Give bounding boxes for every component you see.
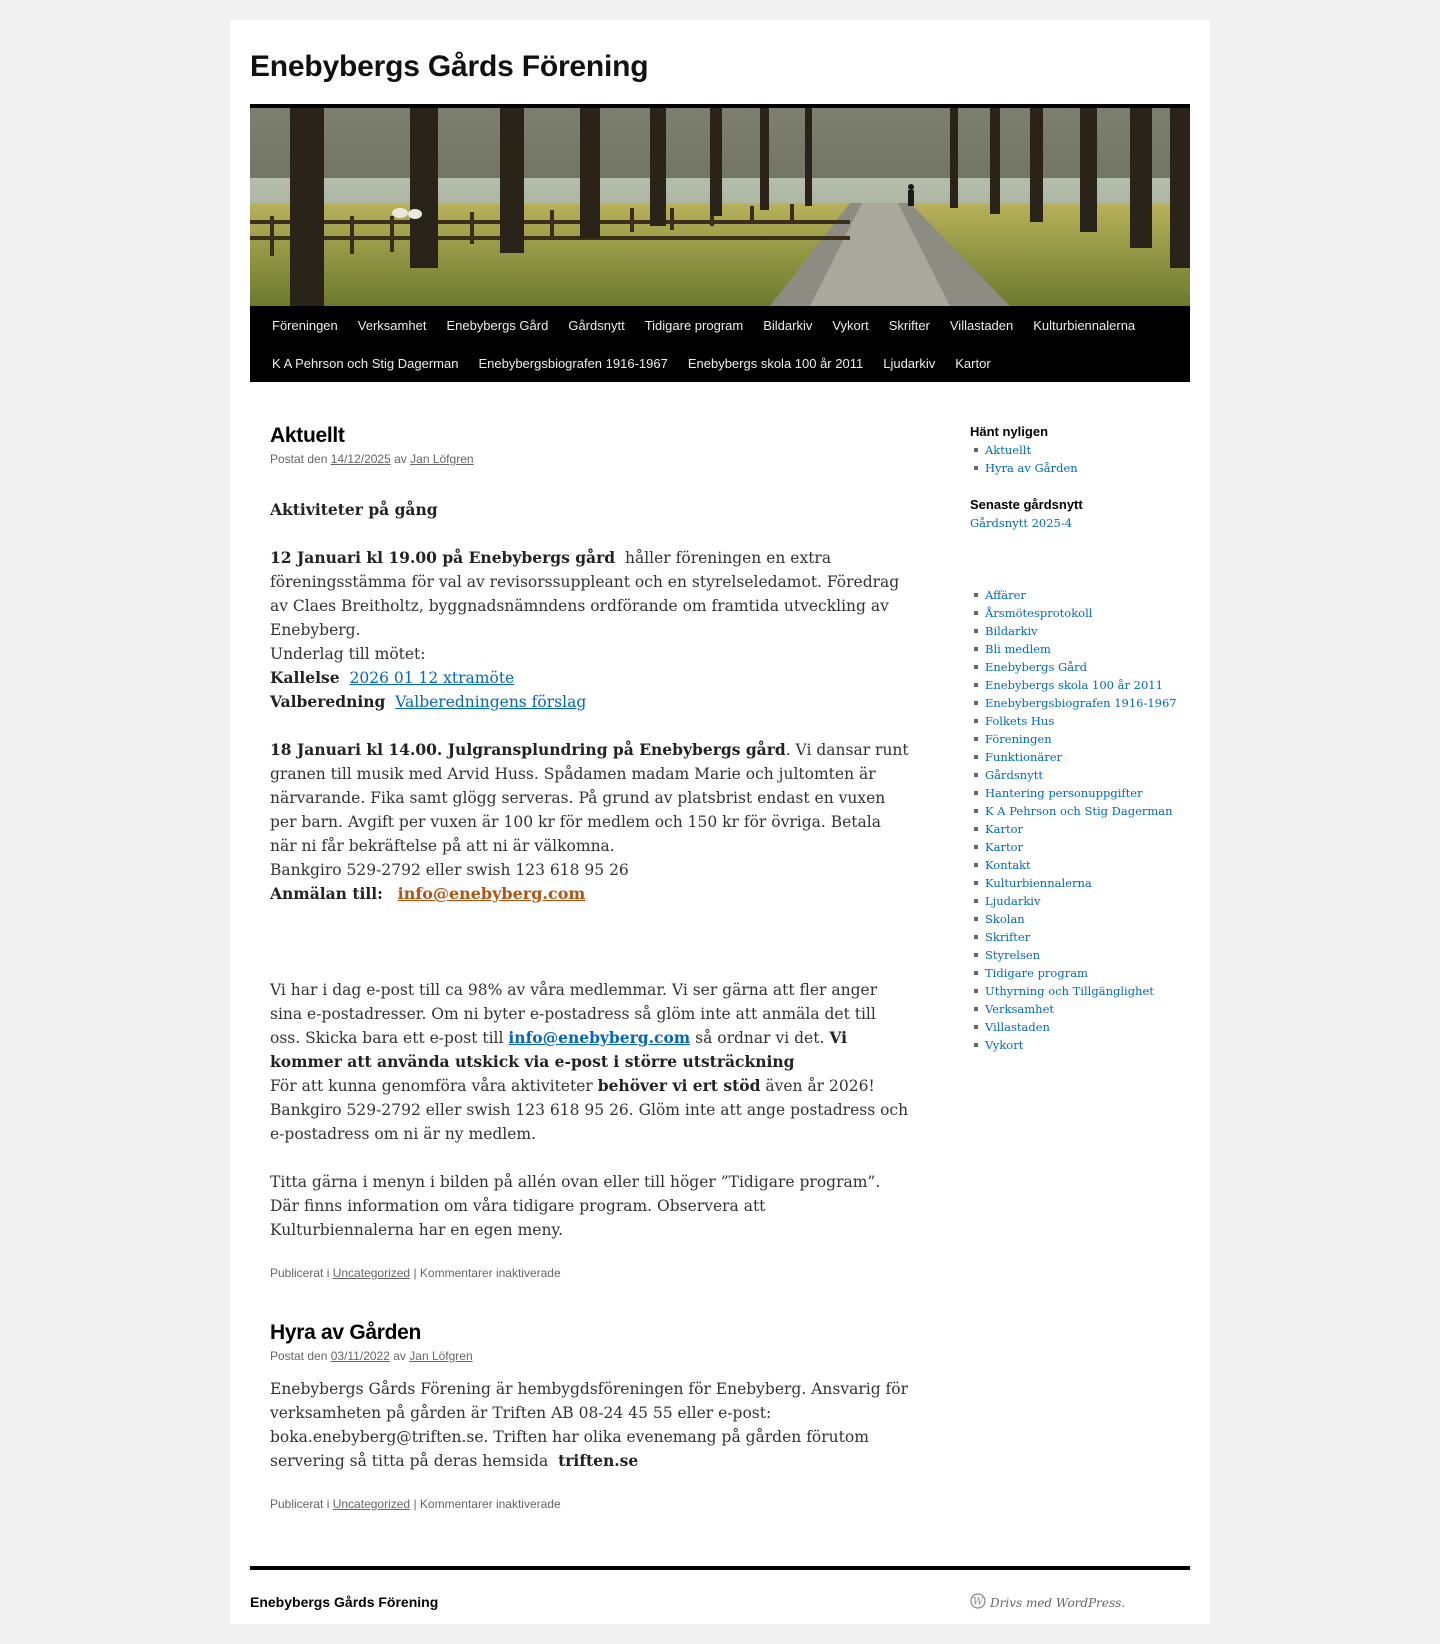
menu-item-foreningen[interactable]: Föreningen <box>272 317 338 333</box>
pages-list <box>970 586 1190 1054</box>
tree-alley-illustration <box>250 108 1190 306</box>
wordpress-credit[interactable] <box>970 1593 1125 1612</box>
category-link[interactable]: Uncategorized <box>332 1266 411 1280</box>
anmalan-email-link[interactable]: info@enebyberg.com <box>397 884 586 903</box>
recent-posts-title: Hänt nyligen <box>970 424 1049 439</box>
wordpress-credit-text: Drivs med WordPress. <box>990 1595 1126 1610</box>
post-date-link[interactable]: 03/11/2022 <box>330 1349 390 1363</box>
menu-item-ljudarkiv[interactable]: Ljudarkiv <box>883 355 936 371</box>
page <box>230 20 1210 1624</box>
page-link-enebybergsbiografen[interactable]: Enebybergsbiografen 1916-1967 <box>970 694 1190 712</box>
stod-text-2: även år 2026! Bankgiro 529-2792 eller swish 123 618 95 26. Glöm inte att ange postadress och e-postadress om ni är ny medlem. <box>270 1077 909 1143</box>
page-link-hantering-personuppgifter[interactable]: Hantering personuppgifter <box>970 784 1190 802</box>
comments-status: Kommentarer inaktiverade <box>419 1266 561 1280</box>
kallelse-link[interactable]: 2026 01 12 xtramöte <box>349 669 515 687</box>
utility-separator: | <box>413 1497 417 1511</box>
wordpress-icon <box>970 1593 986 1612</box>
anmalan-label: Anmälan till: <box>270 884 383 903</box>
page-link-verksamhet[interactable]: Verksamhet <box>970 1000 1190 1018</box>
event1-text: håller föreningen en extra föreningsstämma för val av revisorssuppleant och en styrelseledamot. Föredrag av Claes Breitholtz, byggnadsnämndens ordförande om framtida utveckling av Enebyberg. <box>270 549 900 639</box>
meta-by: av <box>394 452 407 466</box>
news-title: Senaste gårdsnytt <box>970 497 1083 512</box>
menu-item-enebybergsbiografen[interactable]: Enebybergsbiografen 1916-1967 <box>478 355 668 371</box>
meta-by: av <box>393 1349 406 1363</box>
news-widget <box>970 497 1190 532</box>
post-meta <box>270 452 910 466</box>
menu-row-2 <box>262 344 1178 382</box>
news-link[interactable]: Gårdsnytt 2025-4 <box>970 516 1073 530</box>
pages-widget <box>970 586 1190 1054</box>
menu-item-verksamhet[interactable]: Verksamhet <box>357 317 427 333</box>
page-link-vykort[interactable]: Vykort <box>970 1036 1190 1054</box>
event1-date: 12 Januari kl 19.00 på Enebybergs gård <box>270 548 616 567</box>
menu-row-1 <box>262 306 1178 344</box>
page-link-kontakt[interactable]: Kontakt <box>970 856 1190 874</box>
event2-text: . Vi dansar runt granen till musik med Arvid Huss. Spådamen madam Marie och jultomten är närvarande. Fika samt glögg serveras. På grund av platsbrist endast en vuxen per barn. Avgift per vuxen är 100 kr för medlem och 150 kr för övriga. Betala när ni får bekräftelse på att ni är välkomna. <box>270 741 909 855</box>
activities-heading: Aktiviteter på gång <box>270 500 438 519</box>
page-link-funktionarer[interactable]: Funktionärer <box>970 748 1190 766</box>
post-meta <box>270 1349 910 1363</box>
menu-item-tidigare-program[interactable]: Tidigare program <box>644 317 744 333</box>
hyra-text: Enebybergs Gårds Förening är hembygdsföreningen för Enebyberg. Ansvarig för verksamheten på gården är Triften AB 08-24 45 55 eller e-post: boka.enebyberg@triften.se. Triften har olika evenemang på gården förutom servering så titta på deras hemsida <box>270 1380 909 1470</box>
page-link-skolan[interactable]: Skolan <box>970 910 1190 928</box>
category-link[interactable]: Uncategorized <box>332 1497 411 1511</box>
page-link-gardsnytt[interactable]: Gårdsnytt <box>970 766 1190 784</box>
page-link-styrelsen[interactable]: Styrelsen <box>970 946 1190 964</box>
page-link-uthyrning[interactable]: Uthyrning och Tillgänglighet <box>970 982 1190 1000</box>
stod-bold: behöver vi ert stöd <box>597 1076 761 1095</box>
page-link-kartor[interactable]: Kartor <box>970 820 1190 838</box>
post-content <box>270 498 910 1242</box>
page-link-affarer[interactable]: Affärer <box>970 586 1190 604</box>
page-link-bli-medlem[interactable]: Bli medlem <box>970 640 1190 658</box>
page-link-enebybergs-gard[interactable]: Enebybergs Gård <box>970 658 1190 676</box>
menu-item-ka-pehrson[interactable]: K A Pehrson och Stig Dagerman <box>272 355 459 371</box>
main-menu <box>250 306 1190 382</box>
post-utility <box>270 1266 910 1280</box>
meta-prefix: Postat den <box>270 1349 328 1363</box>
recent-post-item[interactable]: Aktuellt <box>970 441 1190 459</box>
page-link-skrifter[interactable]: Skrifter <box>970 928 1190 946</box>
triften-link[interactable]: triften.se <box>558 1451 639 1470</box>
page-link-enebybergs-skola[interactable]: Enebybergs skola 100 år 2011 <box>970 676 1190 694</box>
event2-date: 18 Januari kl 14.00. Julgransplundring på Enebybergs gård <box>270 740 786 759</box>
page-link-kartor-2[interactable]: Kartor <box>970 838 1190 856</box>
valberedning-link[interactable]: Valberedningens förslag <box>395 693 587 711</box>
bankgiro-text: Bankgiro 529-2792 eller swish 123 618 95 26 <box>270 861 629 879</box>
page-link-arsmotesprotokoll[interactable]: Årsmötesprotokoll <box>970 604 1190 622</box>
post-hyra <box>270 1321 910 1511</box>
utility-prefix: Publicerat i <box>270 1266 330 1280</box>
epost-bold: Vi kommer att använda utskick via e-post i större utsträckning <box>270 1028 847 1071</box>
post-date-link[interactable]: 14/12/2025 <box>330 452 391 466</box>
post-aktuellt <box>270 424 910 1280</box>
kallelse-label: Kallelse <box>270 668 340 687</box>
titta-text: Titta gärna i menyn i bilden på allén ovan eller till höger ”Tidigare program”. Där finns information om våra tidigare program. Observera att Kulturbiennalerna har en egen meny. <box>270 1173 881 1239</box>
menu-item-skrifter[interactable]: Skrifter <box>888 317 930 333</box>
epost-text-1: Vi har i dag e-post till ca 98% av våra medlemmar. Vi ser gärna att fler anger sina e-postadresser. Om ni byter e-postadress så glöm inte att anmäla det till oss. Skicka bara ett e-post till <box>270 981 878 1047</box>
utility-prefix: Publicerat i <box>270 1497 330 1511</box>
post-utility <box>270 1497 910 1511</box>
stod-text-1: För att kunna genomföra våra aktiviteter <box>270 1077 593 1095</box>
menu-item-kartor[interactable]: Kartor <box>955 355 991 371</box>
page-link-folkets-hus[interactable]: Folkets Hus <box>970 712 1190 730</box>
recent-posts-widget <box>970 424 1190 477</box>
footer-divider <box>250 1566 1190 1570</box>
recent-post-item[interactable]: Hyra av Gården <box>970 459 1190 477</box>
page-link-villastaden[interactable]: Villastaden <box>970 1018 1190 1036</box>
sidebar <box>970 424 1190 1054</box>
post-title[interactable]: Aktuellt <box>270 424 345 447</box>
page-link-ljudarkiv[interactable]: Ljudarkiv <box>970 892 1190 910</box>
menu-item-kulturbiennalerna[interactable]: Kulturbiennalerna <box>1033 317 1136 333</box>
page-link-ka-pehrson[interactable]: K A Pehrson och Stig Dagerman <box>970 802 1190 820</box>
post-content <box>270 1377 910 1473</box>
page-link-bildarkiv[interactable]: Bildarkiv <box>970 622 1190 640</box>
menu-item-villastaden[interactable]: Villastaden <box>949 317 1014 333</box>
page-link-kulturbiennalerna[interactable]: Kulturbiennalerna <box>970 874 1190 892</box>
valberedning-label: Valberedning <box>270 692 386 711</box>
svg-text:W: W <box>972 1596 984 1608</box>
menu-item-enebybergs-skola[interactable]: Enebybergs skola 100 år 2011 <box>687 355 864 371</box>
menu-item-vykort[interactable]: Vykort <box>832 317 869 333</box>
post-title[interactable]: Hyra av Gården <box>270 1321 422 1344</box>
menu-item-bildarkiv[interactable]: Bildarkiv <box>763 317 813 333</box>
epost-email-link[interactable]: info@enebyberg.com <box>508 1028 691 1047</box>
footer-site-title[interactable]: Enebybergs Gårds Förening <box>250 1594 439 1610</box>
post-author-link[interactable]: Jan Löfgren <box>409 1349 473 1363</box>
menu-item-enebybergs-gard[interactable]: Enebybergs Gård <box>446 317 549 333</box>
menu-item-gardsnytt[interactable]: Gårdsnytt <box>568 317 625 333</box>
header-image <box>250 104 1190 306</box>
underlag-text: Underlag till mötet: <box>270 645 426 663</box>
post-author-link[interactable]: Jan Löfgren <box>410 452 474 466</box>
site-title[interactable]: Enebybergs Gårds Förening <box>250 50 649 83</box>
meta-prefix: Postat den <box>270 452 328 466</box>
page-link-foreningen[interactable]: Föreningen <box>970 730 1190 748</box>
page-link-tidigare-program[interactable]: Tidigare program <box>970 964 1190 982</box>
comments-status: Kommentarer inaktiverade <box>419 1497 561 1511</box>
epost-text-2: så ordnar vi det. <box>695 1029 825 1047</box>
utility-separator: | <box>413 1266 417 1280</box>
